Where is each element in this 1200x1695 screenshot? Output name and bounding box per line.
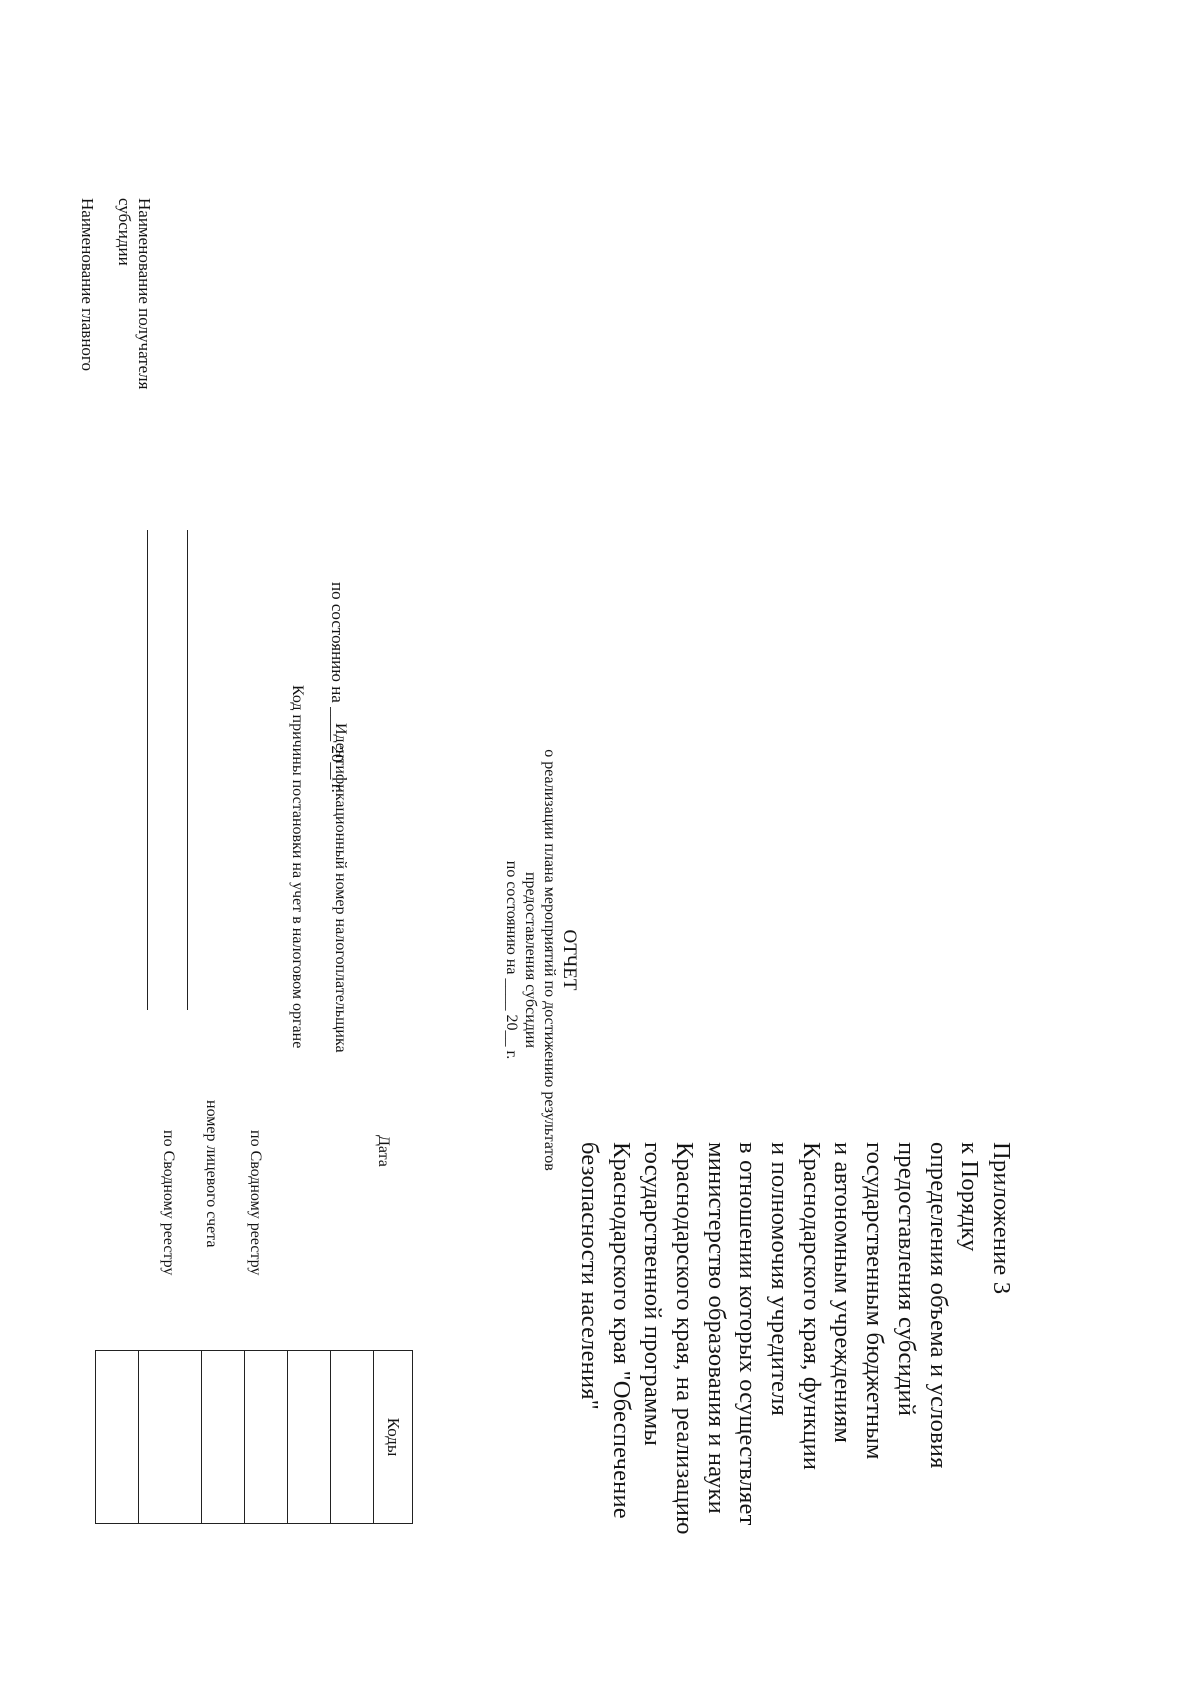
- recipient-label-cont: субсидии: [115, 198, 134, 266]
- appendix-line: и автономным учреждениям: [829, 1142, 857, 1444]
- main-admin-label: Наименование главного: [78, 198, 97, 371]
- code-row-label-registry-2: по Сводному реестру: [160, 1130, 177, 1276]
- appendix-line: Краснодарского края, функции: [797, 1142, 825, 1471]
- appendix-line: государственным бюджетным: [861, 1142, 889, 1460]
- report-subtitle: предоставления субсидии: [522, 871, 539, 1049]
- as-of-date-line: по состоянию на ____ 20__ г.: [328, 582, 347, 793]
- appendix-line: предоставления субсидий: [892, 1142, 920, 1417]
- appendix-line: безопасности населения": [575, 1142, 603, 1410]
- code-cell-kpp[interactable]: [245, 1351, 288, 1524]
- appendix-line: Приложение 3: [988, 1142, 1015, 1295]
- code-cell-registry-2[interactable]: [96, 1351, 139, 1524]
- code-row-label-account: номер лицевого счета: [203, 1100, 220, 1248]
- report-title-block: [502, 700, 580, 1220]
- codes-header: Коды: [374, 1351, 413, 1524]
- appendix-line: определения объема и условия: [924, 1142, 952, 1469]
- code-cell-date[interactable]: [331, 1351, 374, 1524]
- recipient-field-line[interactable]: [187, 530, 188, 1010]
- code-cell-inn[interactable]: [288, 1351, 331, 1524]
- main-admin-field-line[interactable]: [147, 530, 148, 1010]
- appendix-line: министерство образования и науки: [702, 1142, 730, 1514]
- recipient-label: Наименование получателя: [135, 198, 154, 390]
- code-row-label-registry: по Сводному реестру: [247, 1130, 264, 1276]
- codes-table: [95, 1350, 413, 1524]
- appendix-line: Краснодарского края, на реализацию: [670, 1142, 698, 1535]
- report-date-line: по состоянию на ____ 20__ г.: [503, 860, 520, 1060]
- code-row-label-date: Дата: [375, 1135, 392, 1167]
- report-title: ОТЧЕТ: [559, 929, 580, 991]
- appendix-line: к Порядку: [956, 1142, 984, 1252]
- code-row-label-inn: Идентификационный номер налогоплательщика: [332, 723, 349, 1053]
- code-row-label-kpp: Код причины постановки на учет в налоговом органе: [289, 685, 306, 1049]
- code-cell-registry[interactable]: [202, 1351, 245, 1524]
- appendix-line: Краснодарского края "Обеспечение: [607, 1142, 635, 1519]
- appendix-line: в отношении которых осуществляет: [734, 1142, 762, 1526]
- report-subtitle: о реализации плана мероприятий по достижению результатов: [541, 749, 558, 1171]
- appendix-line: и полномочия учредителя: [766, 1142, 794, 1416]
- code-cell-account[interactable]: [139, 1351, 202, 1524]
- appendix-line: государственной программы: [639, 1142, 667, 1446]
- appendix-block: [573, 1142, 1017, 1535]
